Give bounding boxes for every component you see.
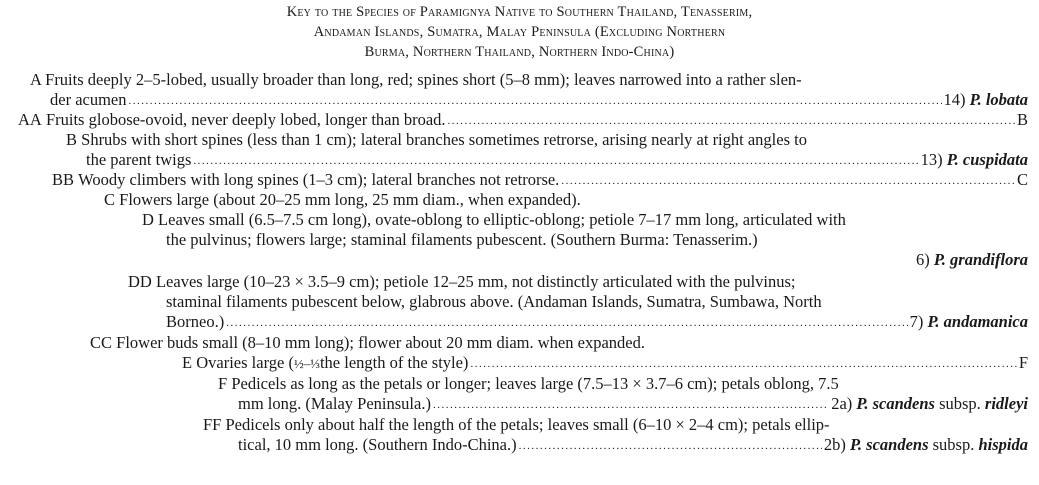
key-entry-d-line-1 — [142, 210, 1028, 230]
key-code-bb: BB — [52, 170, 75, 189]
key-ref-aa: B — [1016, 110, 1028, 129]
leader-dots — [129, 91, 942, 111]
key-text-a-2: der acumen — [50, 90, 127, 109]
key-text-f-2: mm long. (Malay Peninsula.) — [238, 394, 431, 413]
key-code-cc: CC — [90, 333, 113, 352]
key-code-a: A — [30, 70, 42, 89]
key-text-ff-1: Pedicels only about half the length of the petals; leaves small (6–10 × 2–4 cm); petals ellip- — [225, 415, 830, 434]
key-entry-b-line-1 — [66, 130, 1028, 150]
key-code-d: D — [142, 210, 154, 229]
key-text-a-1: Fruits deeply 2–5-lobed, usually broader than long, red; spines short (5–8 mm); leaves narrowed into a rather slen- — [45, 70, 802, 89]
key-entry-f-line-2 — [238, 394, 1028, 416]
key-text-e-post: the length of the style) — [319, 353, 469, 372]
key-entry-a-line-1 — [30, 70, 1028, 90]
result-subname-ff: hispida — [978, 435, 1028, 454]
result-name-ff: P. scandens — [849, 435, 929, 454]
key-code-c: C — [104, 190, 116, 209]
result-name-f: P. scandens — [856, 394, 935, 413]
key-entry-aa — [18, 110, 1028, 132]
key-entry-d-result — [700, 250, 1028, 270]
key-text-dd-1: Leaves large (10–23 × 3.5–9 cm); petiole 12–25 mm, not distinctly articulated with the pulvinus; — [155, 272, 796, 291]
leader-dots — [448, 111, 1015, 131]
key-entry-b-line-2 — [86, 150, 1028, 172]
leader-dots — [433, 395, 829, 415]
result-number-dd: 7) — [909, 312, 924, 331]
result-number-a: 14) — [943, 90, 966, 109]
result-number-f: 2a) — [831, 394, 853, 413]
key-entry-ff-line-2 — [238, 435, 1028, 457]
key-text-dd-2: staminal filaments pubescent below, glabrous above. (Andaman Islands, Sumatra, Sumbawa, North — [166, 292, 822, 311]
key-entry-f-line-1 — [218, 374, 1028, 394]
key-text-f-1: Pedicels as long as the petals or longer; leaves large (7.5–13 × 3.7–6 cm); petals oblong, 7.5 — [231, 374, 839, 393]
result-number-b: 13) — [920, 150, 943, 169]
key-entry-cc — [90, 333, 645, 353]
key-text-c: Flowers large (about 20–25 mm long, 25 mm diam., when expanded). — [119, 190, 581, 209]
key-text-aa: Fruits globose-ovoid, never deeply lobed, longer than broad. — [45, 110, 446, 129]
key-entry-dd-line-2 — [166, 292, 822, 312]
key-ref-e: F — [1018, 353, 1028, 372]
result-name-d: P. grandiflora — [933, 250, 1028, 269]
key-entry-ff-line-1 — [203, 415, 1028, 435]
result-subname-f: ridleyi — [984, 394, 1028, 413]
leader-dots — [470, 354, 1016, 374]
key-text-d-2: the pulvinus; flowers large; staminal filaments pubescent. (Southern Burma: Tenasserim.) — [166, 230, 758, 249]
result-subsp-label-ff: subsp. — [932, 435, 975, 454]
key-text-cc: Flower buds small (8–10 mm long); flower about 20 mm diam. when expanded. — [116, 333, 645, 352]
key-text-bb: Woody climbers with long spines (1–3 cm); lateral branches not retrorse. — [78, 170, 560, 189]
key-code-e: E — [182, 353, 193, 372]
key-code-aa: AA — [18, 110, 42, 129]
heading-line-1: Key to the Species of Paramignya Native to Southern Thailand, Tenasserim, — [286, 4, 753, 20]
key-code-f: F — [218, 374, 228, 393]
key-entry-bb — [52, 170, 1028, 192]
key-text-b-2: the parent twigs — [86, 150, 192, 169]
key-text-d-1: Leaves small (6.5–7.5 cm long), ovate-oblong to elliptic-oblong; petiole 7–17 mm long, articulated with — [158, 210, 846, 229]
key-entry-dd-line-3 — [166, 312, 1028, 334]
key-ref-bb: C — [1016, 170, 1028, 189]
result-subsp-label-f: subsp. — [939, 394, 981, 413]
leader-dots — [561, 171, 1015, 191]
result-name-a: P. lobata — [969, 90, 1028, 109]
key-text-dd-3: Borneo.) — [166, 312, 225, 331]
result-number-d: 6) — [915, 250, 930, 269]
key-text-e-pre: Ovaries large ( — [196, 353, 294, 372]
heading-line-2: Andaman Islands, Sumatra, Malay Peninsula (Excluding Northern — [313, 24, 726, 40]
leader-dots — [519, 436, 822, 456]
key-code-b: B — [66, 130, 78, 149]
key-entry-e — [182, 353, 1028, 375]
result-number-ff: 2b) — [823, 435, 846, 454]
key-entry-c — [104, 190, 581, 210]
key-text-ff-2: tical, 10 mm long. (Southern Indo-China.) — [238, 435, 517, 454]
leader-dots — [226, 313, 907, 333]
key-text-b-1: Shrubs with short spines (less than 1 cm); lateral branches sometimes retrorse, arising nearly at right angles to — [81, 130, 807, 149]
key-code-ff: FF — [203, 415, 222, 434]
result-name-dd: P. andamanica — [927, 312, 1028, 331]
key-text-e-fraction: ½–⅓ — [293, 356, 320, 371]
result-name-b: P. cuspidata — [946, 150, 1028, 169]
key-entry-dd-line-1 — [128, 272, 1028, 292]
key-code-dd: DD — [128, 272, 152, 291]
key-entry-a-line-2 — [50, 90, 1028, 112]
key-entry-d-line-2 — [166, 230, 758, 250]
heading-line-3: Burma, Northern Thailand, Northern Indo-China) — [364, 44, 675, 60]
leader-dots — [193, 151, 918, 171]
